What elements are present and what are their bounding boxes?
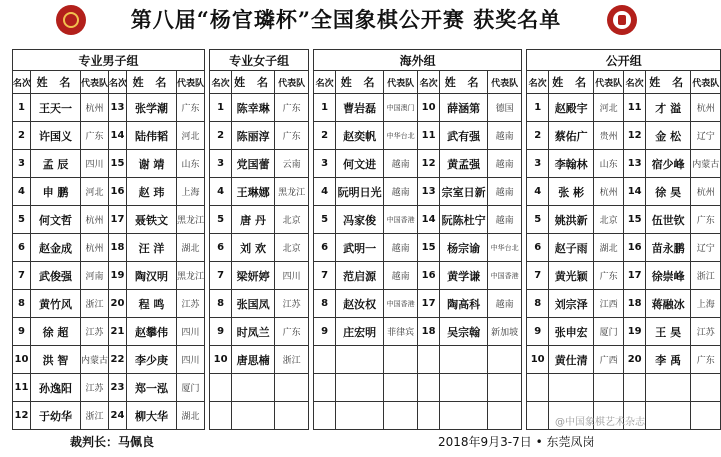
rank-cell: 2 <box>527 122 549 150</box>
team-cell: 广东 <box>275 318 309 346</box>
rank-cell: 20 <box>624 346 646 374</box>
table-row <box>13 206 721 234</box>
rank-cell: 21 <box>109 318 127 346</box>
empty-cell <box>336 374 384 402</box>
player-name-cell: 张国凤 <box>232 290 275 318</box>
empty-cell <box>549 374 594 402</box>
team-cell: 越南 <box>488 206 522 234</box>
team-cell: 河北 <box>177 122 205 150</box>
team-cell: 越南 <box>488 178 522 206</box>
empty-cell <box>232 402 275 430</box>
sponsor-logo-icon <box>607 5 637 35</box>
player-name-cell: 蒋融冰 <box>646 290 691 318</box>
table-row <box>13 374 721 402</box>
team-cell: 中国澳门 <box>384 94 418 122</box>
player-name-cell: 刘宗泽 <box>549 290 594 318</box>
award-table <box>12 49 721 430</box>
team-cell: 四川 <box>81 150 109 178</box>
player-name-cell: 程 鸣 <box>127 290 177 318</box>
team-cell: 杭州 <box>691 94 721 122</box>
team-cell: 内蒙古 <box>691 150 721 178</box>
player-name-cell: 金 松 <box>646 122 691 150</box>
rank-cell: 7 <box>314 262 336 290</box>
team-cell: 厦门 <box>177 374 205 402</box>
column-header-rank: 名次 <box>624 71 646 94</box>
player-name-cell: 刘 欢 <box>232 234 275 262</box>
rank-cell: 18 <box>109 234 127 262</box>
group-header-women: 专业女子组 <box>210 50 309 71</box>
empty-cell <box>418 374 440 402</box>
player-name-cell: 陆伟韬 <box>127 122 177 150</box>
player-name-cell: 王 昊 <box>646 318 691 346</box>
team-cell: 江苏 <box>275 290 309 318</box>
player-name-cell: 张学潮 <box>127 94 177 122</box>
team-cell: 河北 <box>594 94 624 122</box>
rank-cell: 1 <box>13 94 31 122</box>
empty-cell <box>646 374 691 402</box>
player-name-cell: 张申宏 <box>549 318 594 346</box>
rank-cell: 17 <box>418 290 440 318</box>
rank-cell: 6 <box>210 234 232 262</box>
player-name-cell: 李少庚 <box>127 346 177 374</box>
team-cell: 越南 <box>384 262 418 290</box>
empty-cell <box>488 346 522 374</box>
rank-cell: 18 <box>624 290 646 318</box>
team-cell: 广东 <box>81 122 109 150</box>
rank-cell: 14 <box>418 206 440 234</box>
column-header-team: 代表队 <box>691 71 721 94</box>
player-name-cell: 蔡佑广 <box>549 122 594 150</box>
player-name-cell: 唐思楠 <box>232 346 275 374</box>
table-row <box>13 318 721 346</box>
team-cell: 浙江 <box>275 346 309 374</box>
empty-cell <box>440 402 488 430</box>
empty-cell <box>488 374 522 402</box>
player-name-cell: 王琳娜 <box>232 178 275 206</box>
rank-cell: 14 <box>624 178 646 206</box>
player-name-cell: 宿少峰 <box>646 150 691 178</box>
rank-cell: 6 <box>13 234 31 262</box>
player-name-cell: 武有强 <box>440 122 488 150</box>
column-header-name: 姓 名 <box>440 71 488 94</box>
rank-cell: 8 <box>210 290 232 318</box>
rank-cell: 13 <box>418 178 440 206</box>
rank-cell: 6 <box>527 234 549 262</box>
team-cell: 上海 <box>177 178 205 206</box>
team-cell: 江苏 <box>81 374 109 402</box>
player-name-cell: 黄仕清 <box>549 346 594 374</box>
team-cell: 四川 <box>177 346 205 374</box>
rank-cell: 9 <box>13 318 31 346</box>
group-header-open: 公开组 <box>527 50 721 71</box>
player-name-cell: 申 鹏 <box>31 178 81 206</box>
player-name-cell: 时凤兰 <box>232 318 275 346</box>
empty-cell <box>440 346 488 374</box>
empty-cell <box>336 346 384 374</box>
referee-label: 裁判长：马佩良 <box>70 435 155 449</box>
player-name-cell: 黄光颖 <box>549 262 594 290</box>
team-cell: 黑龙江 <box>177 262 205 290</box>
table-row <box>13 94 721 122</box>
rank-cell: 4 <box>13 178 31 206</box>
rank-cell: 19 <box>109 262 127 290</box>
rank-cell: 6 <box>314 234 336 262</box>
player-name-cell: 唐 丹 <box>232 206 275 234</box>
team-cell: 浙江 <box>81 402 109 430</box>
rank-cell: 7 <box>210 262 232 290</box>
rank-cell: 5 <box>13 206 31 234</box>
team-cell: 内蒙古 <box>81 346 109 374</box>
team-cell: 中华台北 <box>488 234 522 262</box>
rank-cell: 10 <box>527 346 549 374</box>
rank-cell: 1 <box>527 94 549 122</box>
team-cell: 浙江 <box>81 290 109 318</box>
team-cell: 辽宁 <box>691 234 721 262</box>
player-name-cell: 柳大华 <box>127 402 177 430</box>
watermark: @中国象棋艺术杂志 <box>555 417 645 428</box>
empty-cell <box>314 374 336 402</box>
rank-cell: 4 <box>210 178 232 206</box>
rank-cell: 16 <box>109 178 127 206</box>
rank-cell: 10 <box>210 346 232 374</box>
rank-cell: 15 <box>624 206 646 234</box>
empty-cell <box>384 346 418 374</box>
rank-cell: 8 <box>314 290 336 318</box>
empty-cell <box>646 402 691 430</box>
rank-cell: 5 <box>210 206 232 234</box>
rank-cell: 24 <box>109 402 127 430</box>
team-cell: 德国 <box>488 94 522 122</box>
empty-cell <box>440 374 488 402</box>
player-name-cell: 伍世钦 <box>646 206 691 234</box>
empty-cell <box>210 402 232 430</box>
player-name-cell: 何文进 <box>336 150 384 178</box>
rank-cell: 17 <box>109 206 127 234</box>
team-cell: 山东 <box>594 150 624 178</box>
team-cell: 杭州 <box>594 178 624 206</box>
column-header-name: 姓 名 <box>232 71 275 94</box>
player-name-cell: 武明一 <box>336 234 384 262</box>
rank-cell: 3 <box>314 150 336 178</box>
team-cell: 云南 <box>275 150 309 178</box>
column-header-team: 代表队 <box>384 71 418 94</box>
column-header-team: 代表队 <box>594 71 624 94</box>
table-row <box>13 150 721 178</box>
rank-cell: 15 <box>109 150 127 178</box>
player-name-cell: 薛涵第 <box>440 94 488 122</box>
player-name-cell: 庄宏明 <box>336 318 384 346</box>
team-cell: 中国香港 <box>384 206 418 234</box>
rank-cell: 5 <box>314 206 336 234</box>
column-header-rank: 名次 <box>314 71 336 94</box>
rank-cell: 3 <box>210 150 232 178</box>
rank-cell: 12 <box>13 402 31 430</box>
table-row <box>13 178 721 206</box>
player-name-cell: 阮陈杜宁 <box>440 206 488 234</box>
column-header-rank: 名次 <box>210 71 232 94</box>
player-name-cell: 宗室日新 <box>440 178 488 206</box>
rank-cell: 12 <box>624 122 646 150</box>
rank-cell: 11 <box>418 122 440 150</box>
team-cell: 四川 <box>275 262 309 290</box>
team-cell: 越南 <box>384 178 418 206</box>
empty-cell <box>527 374 549 402</box>
rank-cell: 1 <box>314 94 336 122</box>
rank-cell: 16 <box>418 262 440 290</box>
rank-cell: 19 <box>624 318 646 346</box>
column-header-team: 代表队 <box>177 71 205 94</box>
player-name-cell: 杨宗谕 <box>440 234 488 262</box>
team-cell: 黑龙江 <box>275 178 309 206</box>
rank-cell: 16 <box>624 234 646 262</box>
team-cell: 广东 <box>177 94 205 122</box>
team-cell: 广东 <box>594 262 624 290</box>
player-name-cell: 赵金成 <box>31 234 81 262</box>
player-name-cell: 曹岩磊 <box>336 94 384 122</box>
empty-cell <box>275 374 309 402</box>
rank-cell: 2 <box>210 122 232 150</box>
column-header-rank: 名次 <box>13 71 31 94</box>
player-name-cell: 何文哲 <box>31 206 81 234</box>
empty-cell <box>314 346 336 374</box>
player-name-cell: 梁妍婷 <box>232 262 275 290</box>
player-name-cell: 陶汉明 <box>127 262 177 290</box>
column-header-rank: 名次 <box>109 71 127 94</box>
column-header-name: 姓 名 <box>549 71 594 94</box>
rank-cell: 13 <box>109 94 127 122</box>
rank-cell: 2 <box>314 122 336 150</box>
team-cell: 新加坡 <box>488 318 522 346</box>
date-place-label: 2018年9月3-7日 • 东莞凤岗 <box>438 435 595 449</box>
rank-cell: 14 <box>109 122 127 150</box>
team-cell: 辽宁 <box>691 122 721 150</box>
rank-cell: 15 <box>418 234 440 262</box>
player-name-cell: 武俊强 <box>31 262 81 290</box>
empty-cell <box>527 402 549 430</box>
team-cell: 越南 <box>488 150 522 178</box>
player-name-cell: 赵攀伟 <box>127 318 177 346</box>
column-header-name: 姓 名 <box>646 71 691 94</box>
column-header-name: 姓 名 <box>336 71 384 94</box>
team-cell: 贵州 <box>594 122 624 150</box>
column-header-rank: 名次 <box>418 71 440 94</box>
empty-cell <box>418 346 440 374</box>
empty-cell <box>594 374 624 402</box>
rank-cell: 20 <box>109 290 127 318</box>
player-name-cell: 赵殿宇 <box>549 94 594 122</box>
empty-cell <box>232 374 275 402</box>
empty-cell <box>384 402 418 430</box>
team-cell: 黑龙江 <box>177 206 205 234</box>
player-name-cell: 陶高科 <box>440 290 488 318</box>
team-cell: 越南 <box>488 122 522 150</box>
team-cell: 中国香港 <box>488 262 522 290</box>
team-cell: 北京 <box>594 206 624 234</box>
player-name-cell: 赵奕帆 <box>336 122 384 150</box>
team-cell: 中华台北 <box>384 122 418 150</box>
player-name-cell: 王天一 <box>31 94 81 122</box>
player-name-cell: 谢 靖 <box>127 150 177 178</box>
team-cell: 浙江 <box>691 262 721 290</box>
team-cell: 越南 <box>384 234 418 262</box>
rank-cell: 2 <box>13 122 31 150</box>
team-cell: 江苏 <box>691 318 721 346</box>
rank-cell: 10 <box>13 346 31 374</box>
team-cell: 江西 <box>594 290 624 318</box>
team-cell: 北京 <box>275 206 309 234</box>
player-name-cell: 孟 辰 <box>31 150 81 178</box>
team-cell: 广东 <box>691 346 721 374</box>
rank-cell: 11 <box>624 94 646 122</box>
team-cell: 杭州 <box>81 206 109 234</box>
player-name-cell: 郑一泓 <box>127 374 177 402</box>
player-name-cell: 洪 智 <box>31 346 81 374</box>
player-name-cell: 吴宗翰 <box>440 318 488 346</box>
team-cell: 广西 <box>594 346 624 374</box>
player-name-cell: 汪 洋 <box>127 234 177 262</box>
column-header-rank: 名次 <box>527 71 549 94</box>
player-name-cell: 李 禹 <box>646 346 691 374</box>
team-cell: 广东 <box>275 122 309 150</box>
player-name-cell: 孙逸阳 <box>31 374 81 402</box>
team-cell: 杭州 <box>81 234 109 262</box>
player-name-cell: 才 溢 <box>646 94 691 122</box>
empty-cell <box>336 402 384 430</box>
player-name-cell: 张 彬 <box>549 178 594 206</box>
team-cell: 江苏 <box>81 318 109 346</box>
player-name-cell: 赵 玮 <box>127 178 177 206</box>
column-header-team: 代表队 <box>81 71 109 94</box>
player-name-cell: 阮明日光 <box>336 178 384 206</box>
empty-cell <box>275 402 309 430</box>
player-name-cell: 陈丽淳 <box>232 122 275 150</box>
rank-cell: 11 <box>13 374 31 402</box>
rank-cell: 13 <box>624 150 646 178</box>
player-name-cell: 赵子雨 <box>549 234 594 262</box>
player-name-cell: 于幼华 <box>31 402 81 430</box>
empty-cell <box>210 374 232 402</box>
empty-cell <box>488 402 522 430</box>
player-name-cell: 冯家俊 <box>336 206 384 234</box>
rank-cell: 4 <box>314 178 336 206</box>
empty-cell <box>624 374 646 402</box>
column-header-team: 代表队 <box>275 71 309 94</box>
rank-cell: 9 <box>210 318 232 346</box>
team-cell: 北京 <box>275 234 309 262</box>
player-name-cell: 党国蕾 <box>232 150 275 178</box>
association-emblem-icon <box>56 5 86 35</box>
player-name-cell: 徐崇峰 <box>646 262 691 290</box>
player-name-cell: 黄学谦 <box>440 262 488 290</box>
rank-cell: 3 <box>13 150 31 178</box>
rank-cell: 22 <box>109 346 127 374</box>
column-header-team: 代表队 <box>488 71 522 94</box>
team-cell: 杭州 <box>81 94 109 122</box>
rank-cell: 5 <box>527 206 549 234</box>
team-cell: 广东 <box>691 206 721 234</box>
team-cell: 上海 <box>691 290 721 318</box>
player-name-cell: 黄孟强 <box>440 150 488 178</box>
team-cell: 河南 <box>81 262 109 290</box>
rank-cell: 7 <box>13 262 31 290</box>
group-header-overseas: 海外组 <box>314 50 522 71</box>
player-name-cell: 许国义 <box>31 122 81 150</box>
rank-cell: 9 <box>314 318 336 346</box>
rank-cell: 8 <box>13 290 31 318</box>
rank-cell: 1 <box>210 94 232 122</box>
team-cell: 越南 <box>488 290 522 318</box>
empty-cell <box>691 402 721 430</box>
empty-cell <box>691 374 721 402</box>
team-cell: 广东 <box>275 94 309 122</box>
table-row <box>13 234 721 262</box>
rank-cell: 9 <box>527 318 549 346</box>
empty-cell <box>384 374 418 402</box>
group-header-men: 专业男子组 <box>13 50 205 71</box>
table-row <box>13 290 721 318</box>
rank-cell: 4 <box>527 178 549 206</box>
empty-cell <box>418 402 440 430</box>
page-title: 第八届“杨官璘杯”全国象棋公开赛 获奖名单 <box>130 7 562 32</box>
rank-cell: 17 <box>624 262 646 290</box>
team-cell: 山东 <box>177 150 205 178</box>
team-cell: 湖北 <box>177 234 205 262</box>
table-row <box>13 262 721 290</box>
column-header-name: 姓 名 <box>31 71 81 94</box>
rank-cell: 12 <box>418 150 440 178</box>
player-name-cell: 徐 昊 <box>646 178 691 206</box>
player-name-cell: 徐 超 <box>31 318 81 346</box>
rank-cell: 10 <box>418 94 440 122</box>
team-cell: 四川 <box>177 318 205 346</box>
team-cell: 湖北 <box>594 234 624 262</box>
column-header-name: 姓 名 <box>127 71 177 94</box>
player-name-cell: 赵汝权 <box>336 290 384 318</box>
team-cell: 江苏 <box>177 290 205 318</box>
rank-cell: 8 <box>527 290 549 318</box>
empty-cell <box>314 402 336 430</box>
rank-cell: 23 <box>109 374 127 402</box>
team-cell: 菲律宾 <box>384 318 418 346</box>
team-cell: 越南 <box>384 150 418 178</box>
player-name-cell: 黄竹风 <box>31 290 81 318</box>
player-name-cell: 苗永鹏 <box>646 234 691 262</box>
rank-cell: 3 <box>527 150 549 178</box>
team-cell: 湖北 <box>177 402 205 430</box>
team-cell: 中国香港 <box>384 290 418 318</box>
team-cell: 杭州 <box>691 178 721 206</box>
team-cell: 河北 <box>81 178 109 206</box>
player-name-cell: 陈幸琳 <box>232 94 275 122</box>
table-row <box>13 122 721 150</box>
player-name-cell: 聂铁文 <box>127 206 177 234</box>
table-row <box>13 346 721 374</box>
rank-cell: 7 <box>527 262 549 290</box>
team-cell: 厦门 <box>594 318 624 346</box>
player-name-cell: 李翰林 <box>549 150 594 178</box>
player-name-cell: 姚洪新 <box>549 206 594 234</box>
rank-cell: 18 <box>418 318 440 346</box>
player-name-cell: 范启源 <box>336 262 384 290</box>
